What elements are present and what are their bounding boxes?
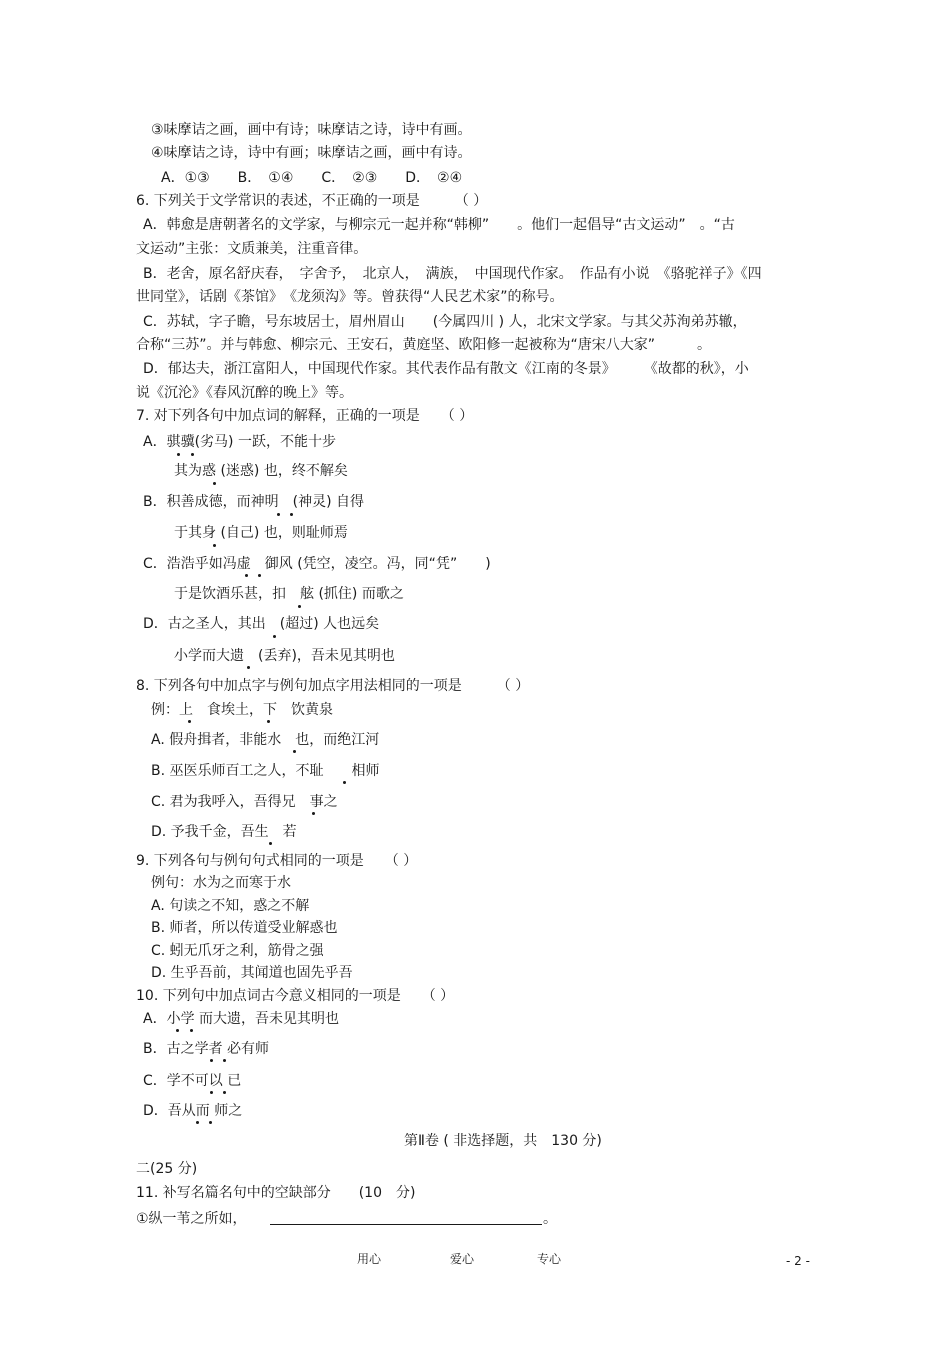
q9-option-c: C. 蚓无爪牙之利，筋骨之强 xyxy=(151,943,324,959)
answer-blank[interactable] xyxy=(270,1224,542,1225)
q11-stem: 11. 补写名篇名句中的空缺部分 (10 分) xyxy=(136,1185,416,1201)
emphasis-dot xyxy=(247,666,250,669)
emphasis-dot xyxy=(223,1091,226,1094)
q6-option-c-cont: 合称“三苏”。并与韩愈、柳宗元、王安石，黄庭坚、欧阳修一起被称为“唐宋八大家” 。 xyxy=(136,337,712,353)
page-number: - 2 - xyxy=(786,1254,810,1268)
footer-zhuanxin: 专心 xyxy=(537,1252,562,1266)
q9-example: 例句：水为之而寒于水 xyxy=(151,875,291,891)
q6-option-d-cont: 说《沉沦》《春风沉醉的晚上》等。 xyxy=(136,385,353,401)
emphasis-dot xyxy=(210,1059,213,1062)
emphasis-dot xyxy=(213,482,216,485)
emphasis-dot xyxy=(290,513,293,516)
emphasis-dot xyxy=(191,453,194,456)
q6-stem: 6. 下列关于文学常识的表述，不正确的一项是 （ ） xyxy=(136,193,488,209)
emphasis-dot xyxy=(312,812,315,815)
q11-item-1: ①纵一苇之所如， xyxy=(136,1211,247,1227)
q9-option-b: B. 师者，所以传道受业解惑也 xyxy=(151,920,338,936)
emphasis-dot xyxy=(213,544,216,547)
emphasis-dot xyxy=(273,635,276,638)
q11-item-1-end: 。 xyxy=(543,1211,557,1227)
emphasis-dot xyxy=(258,574,261,577)
q7-option-a-1: A．骐骥(劣马) 一跃，不能十步 xyxy=(143,434,336,450)
emphasis-dot xyxy=(176,1029,179,1032)
q5-choices: A．①③ B． ①④ C． ②③ D． ②④ xyxy=(161,170,463,186)
q7-option-b-1: B．积善成德，而神明 (神灵) 自得 xyxy=(143,494,364,510)
q10-option-b: B．古之学者 必有师 xyxy=(143,1041,270,1057)
emphasis-dot xyxy=(223,1059,226,1062)
q9-stem: 9. 下列各句与例句句式相同的一项是 （ ） xyxy=(136,853,418,869)
q8-stem: 8. 下列各句中加点字与例句加点字用法相同的一项是 （ ） xyxy=(136,678,530,694)
option-line-3: ③味摩诘之画，画中有诗；味摩诘之诗，诗中有画。 xyxy=(151,122,472,138)
q10-option-d: D．吾从而 师之 xyxy=(143,1103,243,1119)
q6-option-a: A．韩愈是唐朝著名的文学家，与柳宗元一起并称“韩柳” 。他们一起倡导“古文运动” 。“古 xyxy=(143,217,735,233)
option-line-4: ④味摩诘之诗，诗中有画；味摩诘之画，画中有诗。 xyxy=(151,145,472,161)
q7-option-c-2: 于是饮酒乐甚，扣 舷 (抓住) 而歌之 xyxy=(174,586,404,602)
section-two-heading: 二(25 分) xyxy=(136,1161,198,1177)
q9-option-d: D. 生乎吾前，其闻道也固先乎吾 xyxy=(151,965,353,981)
q10-option-c: C．学不可以 已 xyxy=(143,1073,242,1089)
footer-aixin: 爱心 xyxy=(450,1252,475,1266)
q8-example: 例：上 食埃土，下 饮黄泉 xyxy=(151,702,333,718)
q7-option-a-2: 其为惑 (迷惑) 也，终不解矣 xyxy=(174,463,348,479)
emphasis-dot xyxy=(277,513,280,516)
emphasis-dot xyxy=(343,781,346,784)
q8-option-a: A. 假舟揖者，非能水 也，而绝江河 xyxy=(151,732,380,748)
q10-option-a: A．小学 而大遗，吾未见其明也 xyxy=(143,1011,340,1027)
emphasis-dot xyxy=(196,1121,199,1124)
emphasis-dot xyxy=(210,1091,213,1094)
emphasis-dot xyxy=(267,720,270,723)
emphasis-dot xyxy=(190,1029,193,1032)
q8-option-d: D. 予我千金，吾生 若 xyxy=(151,824,297,840)
emphasis-dot xyxy=(245,574,248,577)
emphasis-dot xyxy=(293,750,296,753)
q6-option-c: C．苏轼，字子瞻，号东坡居士，眉州眉山 (今属四川 ) 人，北宋文学家。与其父苏洵弟苏辙， xyxy=(143,314,747,330)
q6-option-b-cont: 世同堂》，话剧《茶馆》 《龙须沟》等。曾获得“人民艺术家”的称号。 xyxy=(136,289,564,305)
q7-option-d-2: 小学而大遗 (丢弃)，吾未见其明也 xyxy=(174,648,395,664)
footer-yongxin: 用心 xyxy=(357,1252,382,1266)
emphasis-dot xyxy=(188,720,191,723)
emphasis-dot xyxy=(177,453,180,456)
emphasis-dot xyxy=(269,842,272,845)
q7-option-b-2: 于其身 (自己) 也，则耻师焉 xyxy=(174,525,348,541)
q7-option-d-1: D．古之圣人，其出 (超过) 人也远矣 xyxy=(143,616,380,632)
q10-stem: 10. 下列句中加点词古今意义相同的一项是 （ ） xyxy=(136,988,455,1004)
part-ii-heading: 第Ⅱ卷 ( 非选择题，共 130 分) xyxy=(404,1133,602,1149)
q6-option-b: B．老舍，原名舒庆春， 字舍予， 北京人， 满族， 中国现代作家。 作品有小说 《骆驼祥子》《四 xyxy=(143,266,762,282)
q8-option-b: B. 巫医乐师百工之人，不耻 相师 xyxy=(151,763,380,779)
q9-option-a: A. 句读之不知，惑之不解 xyxy=(151,898,310,914)
q6-option-a-cont: 文运动”主张：文质兼美，注重音律。 xyxy=(136,241,368,257)
emphasis-dot xyxy=(298,605,301,608)
emphasis-dot xyxy=(209,1121,212,1124)
q7-stem: 7. 对下列各句中加点词的解释，正确的一项是 （ ） xyxy=(136,408,474,424)
q7-option-c-1: C．浩浩乎如冯虚 御风 (凭空，凌空。冯，同“凭” ) xyxy=(143,556,491,572)
q6-option-d: D．郁达夫，浙江富阳人，中国现代作家。其代表作品有散文《江南的冬景》 《故都的秋》，小 xyxy=(143,361,749,377)
q8-option-c: C. 君为我呼入，吾得兄 事之 xyxy=(151,794,338,810)
